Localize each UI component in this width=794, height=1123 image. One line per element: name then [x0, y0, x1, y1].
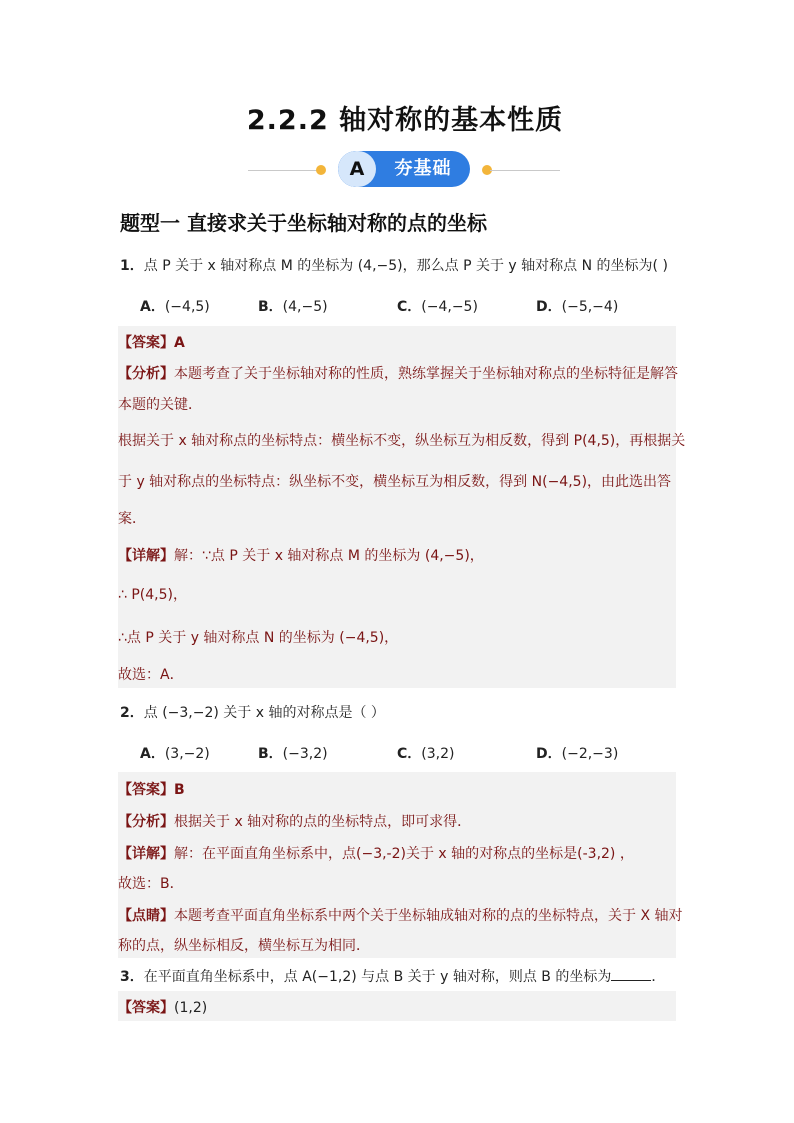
banner-letter: A	[338, 151, 376, 187]
page-title: 2.2.2 轴对称的基本性质	[246, 105, 564, 136]
option-b: B．(4,−5)	[258, 299, 328, 315]
section-banner	[248, 150, 560, 190]
option-d: D．(−2,−3)	[536, 746, 619, 762]
question-2	[120, 702, 385, 722]
question-2-options	[140, 743, 680, 767]
analysis-line: 【分析】本题考查了关于坐标轴对称的性质，熟练掌握关于坐标轴对称点的坐标特征是解答	[118, 366, 678, 382]
analysis-line: 【分析】根据关于 x 轴对称的点的坐标特点，即可求得．	[118, 814, 472, 830]
analysis-line: 案．	[118, 511, 146, 527]
answer-line: 【答案】(1,2)	[118, 1000, 208, 1016]
detail-line: 【详解】解：在平面直角坐标系中，点(−3,-2)关于 x 轴的对称点的坐标是(-3,2) ，	[118, 846, 634, 862]
analysis-line: 于 y 轴对称点的坐标特点：纵坐标不变，横坐标互为相反数，得到 N(−4,5)，由此选出答	[118, 474, 672, 490]
question-1-solution	[118, 326, 686, 688]
question-1	[120, 255, 668, 275]
question-number: 2．	[120, 705, 144, 721]
detail-line: ∴点 P 关于 y 轴对称点 N 的坐标为 (−4,5)，	[118, 630, 399, 646]
question-number: 1．	[120, 258, 144, 274]
question-3: 3．在平面直角坐标系中，点 A(−1,2) 与点 B 关于 y 轴对称，则点 B 的坐标为 ．	[120, 969, 666, 985]
option-b: B．(−3,2)	[258, 746, 328, 762]
banner-line-left	[248, 170, 318, 171]
detail-line: 故选：B．	[118, 876, 184, 892]
answer-blank[interactable]	[611, 980, 651, 981]
option-c: C．(3,2)	[397, 746, 455, 762]
option-a: A．(3,−2)	[140, 746, 210, 762]
option-c: C．(−4,−5)	[397, 299, 478, 315]
section-heading: 题型一 直接求关于坐标轴对称的点的坐标	[120, 211, 487, 235]
question-text: 点 P 关于 x 轴对称点 M 的坐标为 (4,−5)，那么点 P 关于 y 轴对称点 N 的坐标为( )	[143, 258, 668, 274]
question-3-solution	[118, 991, 676, 1021]
answer-line: 【答案】B	[118, 782, 185, 798]
question-2-solution	[118, 772, 683, 958]
banner-line-right	[490, 170, 560, 171]
question-number: 3．	[120, 969, 144, 985]
analysis-line: 根据关于 x 轴对称点的坐标特点：横坐标不变，纵坐标互为相反数，得到 P(4,5)，再根据关	[118, 433, 686, 449]
option-d: D．(−5,−4)	[536, 299, 619, 315]
option-a: A．(−4,5)	[140, 299, 210, 315]
detail-line: 故选：A．	[118, 667, 184, 683]
question-1-options	[140, 296, 680, 320]
banner-pill	[338, 151, 470, 187]
detail-line: 【详解】解：∵点 P 关于 x 轴对称点 M 的坐标为 (4,−5)，	[118, 548, 484, 564]
question-text: 在平面直角坐标系中，点 A(−1,2) 与点 B 关于 y 轴对称，则点 B 的坐标为	[143, 969, 612, 985]
analysis-line: 本题的关键．	[118, 397, 202, 413]
comment-line: 【点睛】本题考查平面直角坐标系中两个关于坐标轴成轴对称的点的坐标特点，关于 X 轴对	[118, 908, 683, 924]
answer-line: 【答案】A	[118, 335, 185, 351]
banner-dot-left	[316, 165, 326, 175]
question-text: 点 (−3,−2) 关于 x 轴的对称点是（ ）	[143, 705, 385, 721]
detail-line: ∴ P(4,5)，	[118, 587, 187, 603]
banner-label: 夯基础	[394, 158, 452, 179]
comment-line: 称的点，纵坐标相反，横坐标互为相同．	[118, 938, 370, 954]
